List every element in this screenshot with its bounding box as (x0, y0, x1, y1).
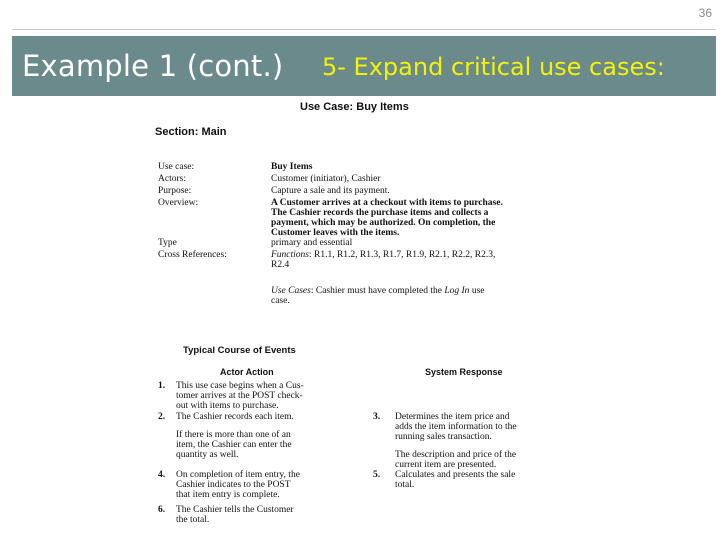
use-case-label: Use case: (158, 162, 195, 172)
log-in-reference: Log In (444, 286, 470, 296)
actor-step-line: The Cashier records each item. (176, 412, 294, 422)
system-step-line: adds the item information to the (395, 422, 517, 432)
overview-line: The Cashier records the purchase items and collects a (271, 208, 489, 218)
system-step-line: Determines the item price and (395, 412, 510, 422)
type-label: Type (158, 238, 177, 248)
page-number: 36 (698, 6, 712, 20)
functions-values: : R1.1, R1.2, R1.3, R1.7, R1.9, R2.1, R2.2, R2.3, (309, 250, 496, 260)
actor-step-line: out with items to purchase. (176, 401, 279, 411)
system-step-number: 3. (373, 412, 381, 422)
use-cases-text: : Cashier must have completed the (310, 286, 445, 296)
use-cases-label: Use Cases (271, 286, 311, 296)
use-cases-line-2: case. (271, 296, 290, 306)
use-cases-text-end: use (469, 286, 485, 296)
overview-line: payment, which may be authorized. On completion, the (271, 218, 496, 228)
actor-step-line: The Cashier tells the Customer (176, 505, 294, 515)
actor-step-number: 1. (158, 381, 166, 391)
actor-step-number: 4. (158, 470, 166, 480)
overview-line: Customer leaves with the items. (271, 228, 400, 238)
slide-subtitle: 5- Expand critical use cases: (322, 53, 665, 81)
cross-references-label: Cross References: (158, 250, 227, 260)
system-response-header: System Response (425, 367, 503, 377)
use-cases-line (271, 286, 484, 296)
system-step-line: The description and price of the (395, 450, 517, 460)
system-step-number: 5. (373, 470, 381, 480)
system-step-line: running sales transaction. (395, 432, 492, 442)
actor-step-line: On completion of item entry, the (176, 470, 300, 480)
actor-step-line: the total. (176, 515, 210, 525)
actor-step-line: This use case begins when a Cus- (176, 381, 304, 391)
slide-title: Example 1 (cont.) (22, 49, 284, 83)
functions-label: Functions (271, 250, 309, 260)
section-heading: Section: Main (155, 126, 227, 138)
actor-step-line: item, the Cashier can enter the (176, 440, 292, 450)
system-step-line: current item are presented. (395, 460, 497, 470)
purpose-value: Capture a sale and its payment. (271, 186, 390, 196)
actor-step-number: 2. (158, 412, 166, 422)
actor-action-header: Actor Action (220, 367, 274, 377)
system-step-line: Calculates and presents the sale (395, 470, 516, 480)
overview-line: A Customer arrives at a checkout with items to purchase. (271, 198, 503, 208)
events-title: Typical Course of Events (183, 345, 296, 356)
actor-step-number: 6. (158, 505, 166, 515)
actor-step-line: If there is more than one of an (176, 430, 291, 440)
type-value: primary and essential (271, 238, 353, 248)
actor-step-line: tomer arrives at the POST check- (176, 391, 303, 401)
functions-line (271, 250, 495, 260)
system-step-line: total. (395, 480, 415, 490)
overview-label: Overview: (158, 198, 199, 208)
functions-line-2: R2.4 (271, 260, 290, 270)
document-heading: Use Case: Buy Items (300, 101, 409, 113)
use-case-value: Buy Items (271, 162, 313, 172)
actor-step-line: that item entry is complete. (176, 490, 280, 500)
actors-label: Actors: (158, 174, 186, 184)
actor-step-line: quantity as well. (176, 450, 239, 460)
actors-value: Customer (initiator), Cashier (271, 174, 381, 184)
purpose-label: Purpose: (158, 186, 192, 196)
actor-step-line: Cashier indicates to the POST (176, 480, 291, 490)
